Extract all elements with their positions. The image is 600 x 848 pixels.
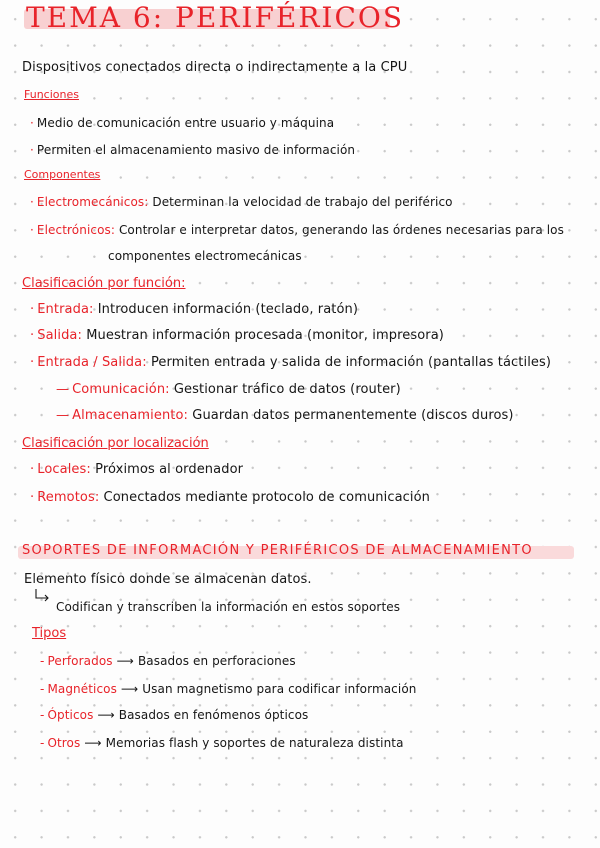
- electromecanicos-row: [30, 194, 453, 210]
- entrada-salida-term: Entrada / Salida:: [37, 355, 147, 370]
- opticos-term: Ópticos: [47, 708, 94, 722]
- magneticos-row: [40, 681, 416, 697]
- almacenamiento-row: [56, 408, 514, 424]
- opticos-row: [40, 707, 308, 723]
- clasificacion-localizacion-heading: Clasificación por localización: [22, 436, 209, 451]
- entrada-text: Introducen información (teclado, ratón): [97, 302, 359, 317]
- electronicos-term: Electrónicos:: [36, 223, 116, 237]
- remotos-text: Conectados mediante protocolo de comunicación: [103, 490, 431, 505]
- elemento-text: Elemento físico donde se almacenan datos.: [24, 572, 312, 587]
- bullet-dot: ·: [30, 328, 35, 343]
- soportes-heading: SOPORTES DE INFORMACIÓN Y PERIFÉRICOS DE ALMACENAMIENTO: [22, 543, 533, 558]
- codifican-text: Codifican y transcriben la información en estos soportes: [56, 600, 401, 614]
- locales-text: Próximos al ordenador: [95, 462, 244, 477]
- entrada-salida-text: Permiten entrada y salida de información (pantallas táctiles): [150, 355, 552, 370]
- salida-term: Salida:: [37, 328, 82, 343]
- right-arrow-icon: ⟶: [97, 708, 115, 722]
- funciones-item-text: Permiten el almacenamiento masivo de información: [36, 143, 356, 157]
- magneticos-term: Magnéticos: [47, 682, 117, 696]
- perforados-term: Perforados: [47, 654, 113, 668]
- otros-row: [40, 735, 404, 751]
- almacenamiento-text: Guardan datos permanentemente (discos duros): [192, 408, 514, 423]
- bullet-dot: ·: [30, 302, 35, 317]
- bullet-dot: ·: [30, 355, 35, 370]
- entrada-salida-row: [30, 355, 551, 371]
- bullet-dot: ·: [30, 195, 34, 209]
- remotos-term: Remotos:: [37, 490, 100, 505]
- almacenamiento-term: Almacenamiento:: [72, 408, 189, 423]
- comunicacion-text: Gestionar tráfico de datos (router): [173, 382, 401, 397]
- electronicos-text: Controlar e interpretar datos, generando las órdenes necesarias para los: [118, 223, 564, 237]
- bullet-dot: ·: [30, 143, 34, 157]
- otros-term: Otros: [47, 736, 81, 750]
- perforados-row: [40, 653, 296, 669]
- electronicos-row: [30, 222, 564, 238]
- electromecanicos-term: Electromecánicos:: [36, 195, 149, 209]
- dash-marker: -: [40, 682, 45, 696]
- funciones-item: [30, 115, 334, 131]
- funciones-heading: Funciones: [24, 88, 79, 101]
- funciones-item: [30, 142, 355, 158]
- dash-marker: —: [56, 408, 70, 423]
- dash-marker: —: [56, 382, 70, 397]
- salida-row: [30, 328, 444, 344]
- locales-term: Locales:: [37, 462, 91, 477]
- dash-marker: -: [40, 654, 45, 668]
- right-arrow-icon: ⟶: [120, 682, 139, 696]
- componentes-heading: Componentes: [24, 168, 101, 181]
- bullet-dot: ·: [30, 462, 35, 477]
- entrada-term: Entrada:: [37, 302, 94, 317]
- salida-text: Muestran información procesada (monitor, impresora): [86, 328, 444, 343]
- comunicacion-term: Comunicación:: [72, 382, 170, 397]
- bullet-dot: ·: [30, 116, 34, 130]
- tipos-heading: Tipos: [32, 626, 67, 641]
- page-title: TEMA 6: PERIFÉRICOS: [26, 1, 405, 34]
- intro-text: Dispositivos conectados directa o indirectamente a la CPU: [22, 60, 408, 75]
- dash-marker: -: [40, 736, 45, 750]
- electronicos-text-cont: componentes electromecánicas: [108, 249, 302, 263]
- electromecanicos-text: Determinan la velocidad de trabajo del periférico: [152, 195, 453, 209]
- otros-text: Memorias flash y soportes de naturaleza distinta: [105, 736, 404, 750]
- bullet-dot: ·: [30, 223, 34, 237]
- magneticos-text: Usan magnetismo para codificar información: [142, 682, 417, 696]
- perforados-text: Basados en perforaciones: [137, 654, 296, 668]
- remotos-row: [30, 490, 430, 506]
- comunicacion-row: [56, 382, 401, 398]
- right-arrow-icon: ⟶: [116, 654, 134, 668]
- bullet-dot: ·: [30, 490, 35, 505]
- right-arrow-icon: ⟶: [84, 736, 102, 750]
- clasificacion-funcion-heading: Clasificación por función:: [22, 276, 186, 291]
- return-arrow-icon: [34, 588, 50, 602]
- funciones-item-text: Medio de comunicación entre usuario y máquina: [36, 116, 335, 130]
- opticos-text: Basados en fenómenos ópticos: [118, 708, 309, 722]
- entrada-row: [30, 302, 358, 318]
- dash-marker: -: [40, 708, 45, 722]
- locales-row: [30, 462, 243, 478]
